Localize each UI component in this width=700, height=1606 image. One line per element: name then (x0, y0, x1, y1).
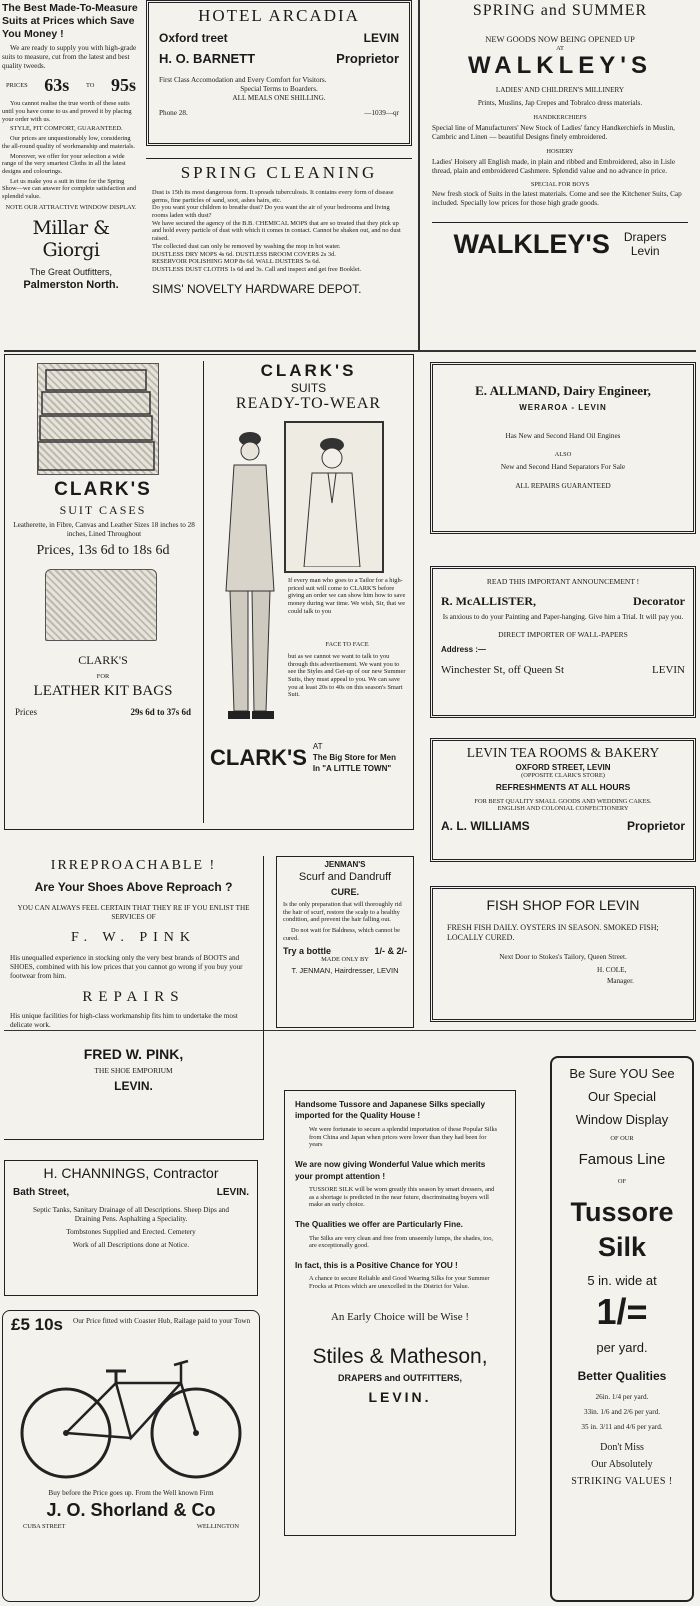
mcallister-name: R. McALLISTER, (441, 594, 537, 608)
tussore-l7: 5 in. wide at (587, 1273, 657, 1289)
clarks-kit-name: CLARK'S (78, 653, 128, 667)
channings-street: Bath Street, (13, 1187, 70, 1198)
tussore-l2: Our Special (588, 1089, 656, 1104)
tussore-l4: Famous Line (578, 1150, 666, 1168)
shorland-bicycle-ad (2, 1310, 260, 1602)
walkley-h2: HOSIERY (546, 148, 574, 155)
clarks-ad (4, 354, 414, 830)
clarks-rtw-store: The Big Store for Men (312, 753, 397, 763)
clarks-suit-prices: Prices, 13s 6d to 18s 6d (36, 543, 170, 558)
jenman-line2: Do not wait for Baldness, which cannot be cured. (283, 927, 400, 942)
hotel-arcadia-ad (146, 0, 412, 146)
arcadia-owner: H. O. BARNETT (159, 51, 256, 66)
stiles-role: DRAPERS and OUTFITTERS, (337, 1372, 462, 1383)
tearooms-title: LEVIN TEA ROOMS & BAKERY (466, 745, 660, 760)
man-figure-illustration (212, 421, 282, 731)
stiles-h2: We are now giving Wonderful Value which merits your prompt attention ! (295, 1160, 486, 1181)
suit-cases-illustration (37, 363, 159, 475)
spring-signature: SIMS' NOVELTY HARDWARE DEPOT. (152, 281, 362, 296)
walkley-bottom-role: Drapers (623, 230, 667, 245)
channings-line2: Tombstones Supplied and Erected. Cemetery (66, 1228, 196, 1236)
clarks-rtw-face: FACE TO FACE (325, 641, 369, 648)
walkley-millinery: LADIES' AND CHILDREN'S MILLINERY (495, 86, 625, 95)
pink-repairs: REPAIRS (82, 989, 185, 1005)
millar-giorgi-ad (2, 2, 140, 348)
allmand-place: WERAROA - LEVIN (519, 403, 607, 412)
tearooms-role: Proprietor (626, 819, 685, 834)
fish-line1: FRESH FISH DAILY. OYSTERS IN SEASON. SMOKED FISH; LOCALLY CURED. (447, 923, 659, 942)
walkley-bottom-town: Levin (630, 243, 660, 258)
shorland-name: J. O. Shorland & Co (46, 1500, 216, 1520)
mcallister-line1: Is anxious to do your Painting and Paper-hanging. Give him a Trial. It will pay you. (442, 613, 684, 621)
stiles-p3: The Silks are very clean and free from unseemly lumps, the shades, too, are exceptionally good. (309, 1234, 494, 1250)
clarks-kit-title: LEATHER KIT BAGS (33, 683, 173, 699)
pink-shoes-ad (4, 856, 264, 1140)
spring-p6: RESERVOIR POLISHING MOP 8s 6d. WALL DUSTERS 5s 6d. (152, 258, 321, 266)
arcadia-street: Oxford treet (159, 31, 228, 45)
jenman-try: Try a bottle (283, 946, 332, 957)
tearooms-owner: A. L. WILLIAMS (441, 819, 530, 834)
jenman-line1: Is the only preparation that will thoroughly rid the hair of scurf, restore the scalp to a healthy condition, and prevent the hair falling out. (283, 901, 402, 924)
spring-title: SPRING CLEANING (180, 163, 378, 182)
tussore-l11: Our Absolutely (591, 1459, 653, 1471)
millar-body4: Moreover, we offer for your selection a wide range of the very smartest Cloths in all the latest designs and colourings. (2, 152, 126, 175)
stiles-matheson-ad (284, 1090, 516, 1536)
jenman-price: 1/- & 2/- (374, 946, 407, 957)
shorland-price: £5 10s (11, 1315, 63, 1334)
spring-cleaning-ad (146, 158, 412, 346)
spring-p5: DUSTLESS DRY MOPS 4s 6d. DUSTLESS BROOM COVERS 2s 3d. (152, 250, 336, 258)
clarks-kit-prices: 29s 6d to 37s 6d (130, 707, 191, 717)
jenman-title: Scurf and Dandruff (298, 871, 392, 883)
tussore-l6: Silk (597, 1232, 647, 1263)
allmand-also: ALSO (554, 451, 572, 458)
tussore-price: 1/= (596, 1291, 648, 1333)
stiles-early: An Early Choice will be Wise ! (330, 1310, 470, 1323)
mcallister-head: READ THIS IMPORTANT ANNOUNCEMENT ! (486, 577, 640, 586)
walkleys-ad (424, 0, 696, 348)
arcadia-town: LEVIN (363, 31, 399, 45)
channings-ad (4, 1160, 258, 1296)
pink-sub: Are Your Shoes Above Reproach ? (34, 880, 233, 894)
walkley-h3: SPECIAL FOR BOYS (530, 180, 590, 188)
channings-name: H. CHANNINGS, Contractor (43, 1165, 219, 1181)
walkley-at: AT (556, 44, 564, 52)
tussore-q1: 26in. 1/4 per yard. (595, 1393, 649, 1402)
tussore-l8: per yard. (596, 1340, 648, 1356)
fish-role: Manager. (607, 977, 634, 985)
tussore-q3: 35 in. 3/11 and 4/6 per yard. (581, 1423, 663, 1432)
millar-tag: The Great Outfitters, (29, 267, 113, 278)
allmand-line2: New and Second Hand Separators For Sale (500, 462, 626, 471)
allmand-line1: Has New and Second Hand Oil Engines (505, 432, 621, 440)
jenman-ad (276, 856, 414, 1028)
kit-bag-illustration (45, 569, 157, 641)
stiles-p2: TUSSORE SILK will be worn greatly this season by smart dressers, and as a shortage is predicted in the near future, discriminating buyers will make an early choice. (309, 1186, 495, 1209)
shorland-line2: Buy before the Price goes up. From the Well known Firm (48, 1489, 214, 1497)
clarks-rtw-title: READY-TO-WEAR (235, 395, 382, 412)
pink-shop: THE SHOE EMPORIUM (94, 1066, 173, 1075)
tussore-l12: STRIKING VALUES ! (571, 1476, 673, 1488)
tussore-silk-ad (550, 1056, 694, 1602)
walkley-t3: New fresh stock of Suits in the latest materials. Come and see the Kitchener Suits, Cap included. Specially low prices for those high grade goods. (432, 190, 682, 208)
allmand-ad (430, 362, 696, 534)
spring-p1: Dust is 15th its most dangerous form. It spreads tuberculosis. It contains every form of disease germs, fine particles of sand, soot, ashes hairs, etc. (152, 189, 394, 204)
pink-line2: His unequalled experience in stocking only the very best brands of BOOTS and SHOES, combined with his low prices that you cannot go wrong if you buy your footwear from him. (10, 954, 243, 980)
walkley-t2: Ladies' Hoisery all English made, in plain and ribbed and Embroidered, also in Lisle thread, plain and embroidered Cashmere. Splendid value and no advance in price. (432, 157, 676, 175)
fish-shop-ad (430, 886, 696, 1022)
jenman-cure: CURE. (330, 887, 359, 897)
arcadia-line3: ALL MEALS ONE SHILLING. (232, 94, 326, 102)
shorland-street: CUBA STREET (23, 1523, 66, 1530)
millar-price-from: 63s (44, 75, 70, 96)
arcadia-title: HOTEL ARCADIA (198, 6, 360, 25)
clarks-rtw-p1: If every man who goes to a Tailor for a high-priced suit will come to CLARK'S before giving an order we can show him how to save money during war time. We wish, Sir, that we could talk to you (288, 577, 406, 615)
spring-p2: Do you want your children to breathe dust? Do you want the air of your bedrooms and living rooms laden with dust? (152, 204, 390, 220)
tussore-l1: Be Sure YOU See (569, 1066, 675, 1081)
bicycle-illustration (16, 1343, 246, 1483)
millar-title: The Best Made-To-Measure Suits at Prices which Save You Money ! (2, 2, 138, 41)
jenman-head: JENMAN'S (324, 860, 366, 869)
allmand-name: E. ALLMAND, Dairy Engineer, (475, 383, 651, 398)
tearooms-line1: FOR BEST QUALITY SMALL GOODS AND WEDDING CAKES. ENGLISH AND COLONIAL CONFECTIONERY (474, 797, 652, 813)
walkley-h1: HANDKERCHIEFS (533, 114, 587, 122)
fish-owner: H. COLE, (597, 966, 627, 974)
arcadia-role: Proprietor (336, 51, 399, 66)
millar-price-to-word: TO (85, 82, 95, 90)
stiles-p1: We were fortunate to secure a splendid importation of these Popular Silks from China and Japan when prices were lower than they had been for years (309, 1125, 498, 1149)
tussore-l10: Don't Miss (600, 1442, 644, 1454)
walkley-t1: Special line of Manufacturers' New Stock of Ladies' fancy Handkerchiefs in Muslin, Cambric and Linen — beautiful Designs finely embroidered. (432, 124, 675, 141)
millar-body5: Let us make you a suit in time for the Spring Show—we can answer for complete satisfaction and splendid value. (2, 177, 137, 200)
walkley-top: SPRING and SUMMER (472, 2, 648, 19)
arcadia-phone: Phone 28. (159, 109, 188, 117)
mcallister-role: Decorator (633, 594, 685, 608)
mirror-illustration (284, 421, 384, 573)
channings-town: LEVIN. (216, 1187, 249, 1198)
pink-town: LEVIN. (114, 1079, 153, 1093)
millar-prices-label: PRICES (6, 82, 28, 90)
clarks-rtw-signature: CLARK'S (210, 744, 307, 770)
stiles-h4: In fact, this is a Positive Chance for YOU ! (295, 1260, 458, 1270)
stiles-h1: Handsome Tussore and Japanese Silks specially imported for the Quality House ! (295, 1100, 486, 1121)
arcadia-code: —1039—qr (364, 109, 399, 117)
clarks-rtw-town: In "A LITTLE TOWN" (312, 764, 392, 774)
millar-price-to: 95s (110, 75, 136, 96)
walkley-name: WALKLEY'S (467, 52, 653, 80)
millar-name: Millar & Giorgi (32, 217, 110, 262)
column-rule (418, 0, 420, 352)
millar-intro: We are ready to supply you with high-grade suits to measure, cut from the latest and best quality tweeds. (2, 44, 137, 71)
spring-p7: DUSTLESS DUST CLOTHS 1s 6d and 3s. Call and inspect and get free Booklet. (152, 265, 362, 273)
pink-name: F. W. PINK (70, 930, 196, 945)
pink-line1: YOU CAN ALWAYS FEEL CERTAIN THAT THEY RE IF YOU ENLIST THE SERVICES OF (17, 904, 250, 921)
millar-note: NOTE OUR ATTRACTIVE WINDOW DISPLAY. (5, 203, 137, 211)
walkley-prints: Prints, Muslins, Jap Crepes and Tobralco dress materials. (477, 99, 643, 108)
jenman-made: MADE ONLY BY (321, 956, 369, 964)
stiles-town: LEVIN. (368, 1388, 432, 1405)
mcallister-line2: DIRECT IMPORTER OF WALL-PAPERS (498, 630, 628, 639)
mcallister-addr-label: Address :— (441, 645, 486, 654)
clarks-rtw-at: AT (312, 742, 323, 751)
clarks-rtw-name: CLARK'S (260, 361, 357, 380)
millar-place: Palmerston North. (23, 279, 119, 292)
clarks-kit-prices-label: Prices (15, 707, 37, 717)
mcallister-town: LEVIN (652, 664, 685, 676)
channings-line1: Septic Tanks, Sanitary Drainage of all Descriptions. Sheep Dips and Draining Pens. Asphalting a Speciality. (33, 1206, 229, 1223)
stiles-p4: A chance to secure Reliable and Good Wearing Silks for your Summer Frocks at Prices which are unexcelled in the District for Value. (309, 1275, 490, 1291)
walkley-new-goods: NEW GOODS NOW BEING OPENED UP (485, 34, 635, 44)
pink-line3: His unique facilities for high-class workmanship fits him to undertake the most delicate work. (10, 1012, 238, 1029)
clarks-rtw-p2: but as we cannot we want to talk to you through this advertisement. We want you to see the Styles and Get-up of our new Summer Suits, they must appeal to you. We can save you at least 20s to 40s on this season's Smart Suit. (288, 653, 406, 699)
levin-tea-rooms-ad (430, 738, 696, 862)
tussore-of2: OF (617, 1177, 627, 1185)
spring-p4: The collected dust can only be removed by washing the mop in hot water. (152, 242, 341, 250)
spring-p3: We have secured the agency of the B.B. CHEMICAL MOPS that are so treated that they pick up and hold every particle of dust with which it comes in contact. Cannot be shaken out, and no dust raised. (152, 219, 401, 243)
fish-title: FISH SHOP FOR LEVIN (486, 897, 640, 913)
clarks-kit-for: FOR (96, 673, 110, 680)
clarks-suit-desc: Leatherette, in Fibre, Canvas and Leather Sizes 18 inches to 28 inches, Lined Throughout (13, 521, 195, 538)
mcallister-ad (430, 566, 696, 718)
stiles-h3: The Qualities we offer are Particularly Fine. (295, 1220, 463, 1230)
clarks-rtw-suits: SUITS (290, 381, 327, 395)
pink-signature: FRED W. PINK, (83, 1046, 184, 1062)
tussore-of1: OF OUR (610, 1135, 634, 1142)
tearooms-street: OXFORD STREET, LEVIN (515, 763, 611, 772)
tussore-l5: Tussore (570, 1197, 674, 1228)
clarks-suit-cases: SUIT CASES (59, 503, 147, 517)
tearooms-opposite: (OPPOSITE CLARK'S STORE) (521, 772, 605, 779)
millar-body2: STYLE, FIT COMFORT, GUARANTEED. (10, 125, 123, 133)
tearooms-refresh: REFRESHMENTS AT ALL HOURS (495, 781, 631, 792)
row-rule (4, 350, 696, 352)
tussore-q2: 33in. 1/6 and 2/6 per yard. (583, 1408, 661, 1417)
millar-body3: Our prices are unquestionably low, considering the all-round quality of workmanship and materials. (2, 135, 135, 150)
stiles-name: Stiles & Matheson, (312, 1344, 488, 1368)
channings-line3: Work of all Descriptions done at Notice. (72, 1241, 190, 1249)
mcallister-address: Winchester St, off Queen St (441, 664, 565, 676)
tussore-l3: Window Display (575, 1112, 669, 1127)
allmand-line3: ALL REPAIRS GUARANTEED (515, 481, 611, 490)
millar-body1: You cannot realise the true worth of these suits until you have come to us and proved it by placing your order with us. (2, 100, 132, 123)
clarks-suit-name: CLARK'S (54, 479, 152, 500)
shorland-line1: Our Price fitted with Coaster Hub, Railage paid to your Town (73, 1317, 251, 1325)
shorland-city: WELLINGTON (196, 1523, 239, 1530)
fish-line2: Next Door to Stokes's Tailory, Queen Street. (499, 953, 627, 961)
walkley-bottom-name: WALKLEY'S (453, 229, 610, 260)
tussore-l9: Better Qualities (577, 1369, 667, 1384)
jenman-signature: T. JENMAN, Hairdresser, LEVIN (291, 966, 399, 976)
arcadia-line2: Special Terms to Boarders. (240, 85, 318, 93)
arcadia-line1: First Class Accomodation and Every Comfort for Visitors. (159, 76, 327, 84)
pink-head: IRREPROACHABLE ! (50, 858, 217, 873)
